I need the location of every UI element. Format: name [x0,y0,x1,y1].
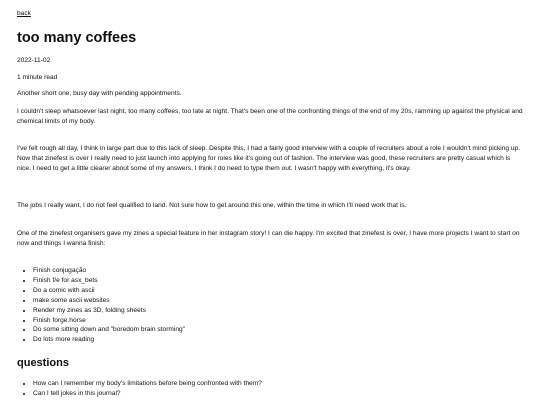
list-item: • Finish conjugação [33,266,185,276]
list-item: • make some ascii websites [33,296,185,306]
list-item: • Render my zines as 3D, folding sheets [33,306,185,316]
questions-heading: questions [17,357,69,369]
list-item: • How can I remember my body's limitations before being confronted with them? [33,379,262,389]
list-item: • Finish forge.horse [33,316,185,326]
paragraph: I couldn't sleep whatsoever last night, too many coffees, too late at night. That's been one of the confronting things of the end of my 20s, ramming up against the physical and chemical limits of my body. [17,108,523,125]
back-link[interactable]: back [17,10,31,17]
todo-list [17,266,185,345]
list-item: • Do some sitting down and "boredom brain storming" [33,325,185,335]
paragraph: Another short one, busy day with pending appointments. [17,90,182,97]
page-title: too many coffees [17,30,137,46]
post-date: 2022-11-02 [17,57,51,64]
list-item: • Can I tell jokes in this journal? [33,389,262,399]
list-item: • Do lots more reading [33,335,185,345]
list-item: • Finish f/e for asx_bets [33,276,185,286]
questions-list [17,379,262,399]
read-time: 1 minute read [17,74,58,81]
paragraph: The jobs I really want, I do not feel qualified to land. Not sure how to get around this one, within the time in which I'll need work that is. [17,202,407,209]
list-item: • Do a comic with ascii [33,286,185,296]
paragraph: I've felt rough all day, I think in large part due to this lack of sleep. Despite this, I had a fairly good interview with a couple of recruiters about a role I wouldn't mind picking up. Now that zinefest is over I really need to just launch into applying for roles like it's going out of fashion. The interview was good, these recruiters are pretty casual which is nice. I need to get a little clearer about some of my answers, I think I do need to type them out. I wasn't happy with everything, it's okay. [17,145,521,172]
paragraph: One of the zinefest organisers gave my zines a special feature in her instagram story! I can die happy. I'm excited that zinefest is over, I have more projects I want to start on now and things I wanna finish: [17,230,520,247]
